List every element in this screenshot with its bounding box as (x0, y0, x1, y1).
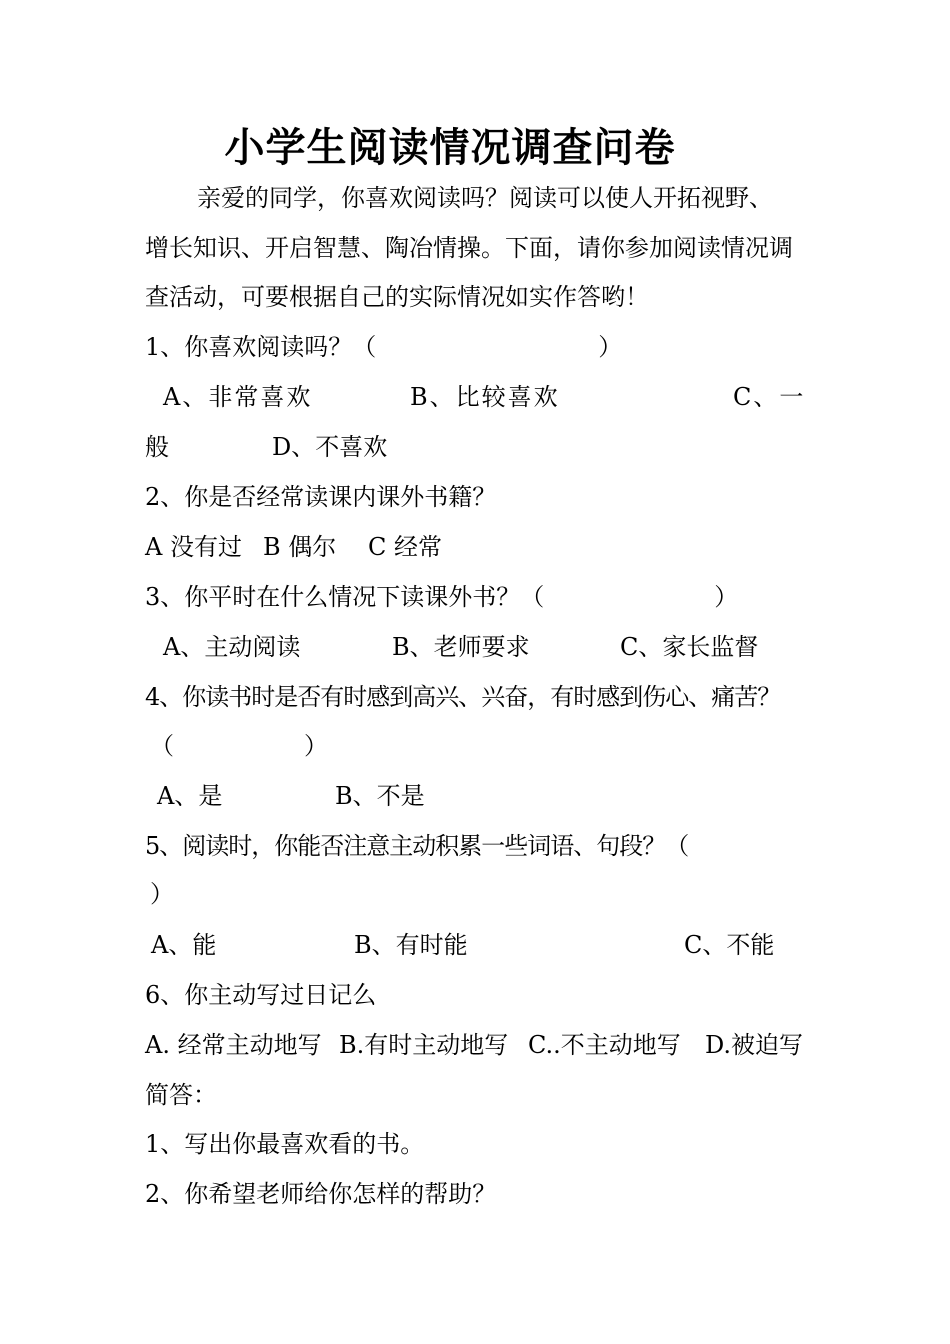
question-1-option-b[interactable]: B、比较喜欢 (410, 383, 560, 411)
question-3-option-b[interactable]: B、老师要求 (392, 633, 530, 661)
question-1 (145, 330, 815, 364)
question-3-option-c[interactable]: C、家长监督 (620, 633, 759, 661)
question-1-option-c[interactable]: C、一 (733, 383, 806, 411)
question-5-close-paren: ） (150, 880, 174, 908)
question-3-option-a[interactable]: A、主动阅读 (163, 633, 301, 661)
question-6-option-d[interactable]: D.被迫写 (705, 1031, 804, 1059)
question-2-stem: 2、你是否经常读课内课外书籍？ (145, 483, 497, 511)
question-4-paren-open: （ (150, 732, 174, 760)
question-6-option-b[interactable]: B.有时主动地写 (339, 1031, 509, 1059)
question-1-option-c-cont: 般 (145, 433, 169, 461)
question-5-option-a[interactable]: A、能 (151, 931, 217, 959)
question-3-stem: 3、你平时在什么情况下读课外书？（ (145, 583, 545, 611)
question-4-stem: 4、你读书时是否有时感到高兴、兴奋，有时感到伤心、痛苦？ (145, 683, 781, 711)
question-5-stem: 5、阅读时，你能否注意主动积累一些词语、句段？（ (145, 832, 689, 860)
question-2-option-a[interactable]: A 没有过 (145, 533, 242, 561)
question-6-option-c[interactable]: C..不主动地写 (528, 1031, 681, 1059)
question-3-close: ） (714, 583, 739, 611)
page-title: 小学生阅读情况调查问卷 (224, 124, 676, 171)
question-5-option-c[interactable]: C、不能 (684, 931, 775, 959)
intro-line-2: 增长知识、开启智慧、陶冶情操。下面，请你参加阅读情况调 (145, 234, 793, 262)
question-5-option-b[interactable]: B、有时能 (354, 931, 468, 959)
question-4-option-a[interactable]: A、是 (157, 782, 223, 810)
short-answer-item-1: 1、写出你最喜欢看的书。 (145, 1130, 425, 1158)
question-5-close (150, 877, 174, 911)
question-1-close: ） (598, 333, 623, 361)
short-answer-heading: 简答： (145, 1081, 217, 1109)
question-1-stem: 1、你喜欢阅读吗？（ (145, 333, 377, 361)
intro-line-3: 查活动，可要根据自己的实际情况如实作答哟！ (145, 283, 649, 311)
question-1-option-a[interactable]: A、非常喜欢 (163, 383, 313, 411)
question-2-option-c[interactable]: C 经常 (368, 533, 442, 561)
question-2-option-b[interactable]: B 偶尔 (263, 533, 337, 561)
question-6-stem: 6、你主动写过日记么 (145, 981, 377, 1009)
question-4-paren-close: ） (304, 732, 328, 760)
intro-line-1: 亲爱的同学，你喜欢阅读吗？阅读可以使人开拓视野、 (197, 184, 773, 212)
short-answer-item-2: 2、你希望老师给你怎样的帮助？ (145, 1180, 497, 1208)
question-4-option-b[interactable]: B、不是 (335, 782, 425, 810)
question-4-answer (150, 729, 328, 763)
question-6-option-a[interactable]: A. 经常主动地写 (145, 1031, 322, 1059)
question-3 (145, 580, 815, 614)
question-1-option-d[interactable]: D、不喜欢 (272, 433, 388, 461)
